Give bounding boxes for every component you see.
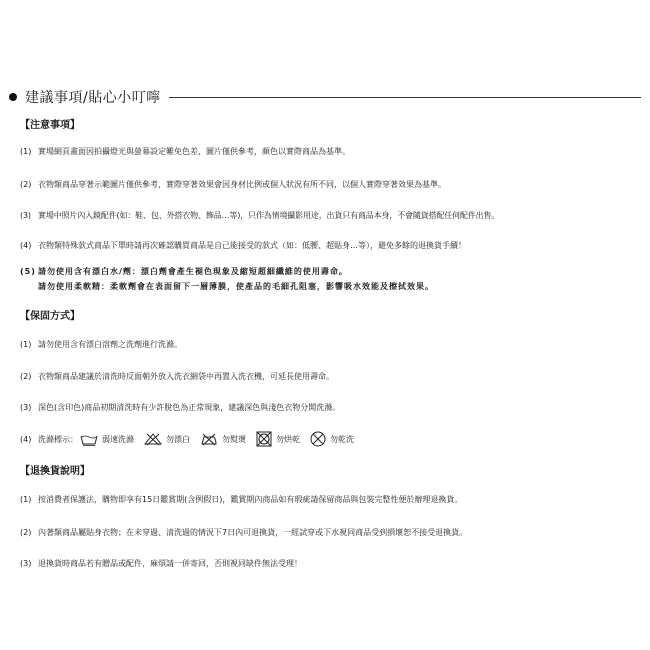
returns-item-1: [20, 494, 640, 506]
no-tumble-dry-icon: [256, 431, 272, 447]
item-number: (4): [20, 241, 32, 250]
item-text: 衣物類商品穿著示範圖片僅供參考，實際穿著效果會因身材比例或個人狀況有所不同，以個人實際穿著效果為基準。: [38, 180, 446, 189]
item-text: 實場網頁畫面因拍攝燈光與螢幕設定難免色差，圖片僅供參考，顏色以實際商品為基準。: [38, 147, 350, 156]
item-text: 衣物類商品建議於清洗時反面朝外放入洗衣網袋中再置入洗衣機，可延長使用壽命。: [38, 372, 334, 381]
wash-symbol: [310, 431, 354, 447]
wash-symbol-label: 勿漂白: [166, 434, 190, 444]
header-divider: [169, 97, 641, 98]
returns-item-2: [20, 527, 640, 539]
notice-item-5-continuation: 請勿使用柔軟精：柔軟劑會在表面留下一層薄膜，使產品的毛細孔阻塞，影響吸水效能及擦拭效果。: [38, 282, 434, 291]
item-number: (3): [20, 403, 32, 412]
bullet-dot: [9, 93, 17, 101]
wash-label: 洗滌標示：: [38, 434, 78, 444]
returns-section-title: 【退換貨說明】: [20, 466, 90, 477]
item-number: (2): [20, 372, 32, 381]
item-text: 內著類商品屬貼身衣物；在未穿過、清洗過的情況下7日內可退換貨，一經試穿或下水視同商品受到損壞恕不接受退換貨。: [38, 528, 468, 537]
wash-symbol-label: 弱速洗滌: [102, 434, 134, 444]
section-header: [9, 87, 641, 107]
notice-item-5: [20, 266, 640, 278]
no-dry-clean-icon: [310, 431, 326, 447]
wash-symbol: [200, 432, 246, 446]
item-number: (3): [20, 211, 31, 220]
item-number: (1): [20, 147, 32, 156]
wash-symbol-label: 勿乾洗: [330, 434, 354, 444]
returns-item-3: [20, 558, 640, 570]
item-number: (5): [20, 267, 36, 276]
care-item-3: [20, 402, 640, 414]
item-text: 退換貨時商品若有贈品或配件，麻煩請一併寄回，否則視同缺件無法受理！: [38, 559, 302, 568]
notice-item-1: [20, 146, 640, 158]
page-title: 建議事項/貼心小叮嚀: [25, 90, 161, 106]
item-text: 衣物類特殊款式商品下單時請再次確認購買商品是自己能接受的款式（如：低腰、超貼身…等），避免多餘的退換貨手續！: [38, 241, 466, 250]
notice-item-3: [20, 210, 640, 222]
care-item-2: [20, 371, 640, 383]
notice-item-2: [20, 179, 640, 191]
wash-symbol: [80, 432, 134, 446]
no-bleach-icon: [144, 432, 162, 446]
item-text: 深色(含印色)商品初期清洗時有少許脫色為正常現象，建議深色與淺色衣物分開洗滌。: [38, 403, 341, 412]
wash-symbol: [256, 431, 300, 447]
item-text: 請勿使用含有漂白溶劑之洗劑進行洗滌。: [38, 340, 182, 349]
notice-section-title: 【注意事項】: [20, 120, 80, 131]
item-text: 按消費者保護法，購物即享有15日鑑賞期(含例假日)，鑑賞期內商品如有瑕疵請保留商品與包裝完整性便於辦理退換貨。: [38, 495, 463, 504]
item-number: (2): [20, 528, 32, 537]
care-item-1: [20, 339, 640, 351]
wash-symbol: [144, 432, 190, 446]
weak-wash-icon: [80, 432, 98, 446]
item-number: (1): [20, 340, 32, 349]
item-text: 請勿使用含有漂白水/劑：漂白劑會產生褪色現象及縮短超細纖維的使用壽命。: [38, 267, 348, 276]
wash-symbol-label: 勿熨燙: [222, 434, 246, 444]
wash-symbol-label: 勿烘乾: [276, 434, 300, 444]
notice-item-4: [20, 240, 640, 252]
no-iron-icon: [200, 432, 218, 446]
item-number: (1): [20, 495, 32, 504]
item-text: 實場中照片內入鏡配件(如：鞋、包、外搭衣物、飾品…等)，只作為情境攝影用途，出貨只有商品本身，不會隨貨搭配任何配件出售。: [38, 211, 500, 220]
care-item-4-wash-labels: [20, 430, 364, 448]
item-number: (3): [20, 559, 32, 568]
care-section-title: 【保固方式】: [20, 311, 80, 322]
item-number: (2): [20, 180, 32, 189]
item-number: (4): [20, 434, 32, 444]
